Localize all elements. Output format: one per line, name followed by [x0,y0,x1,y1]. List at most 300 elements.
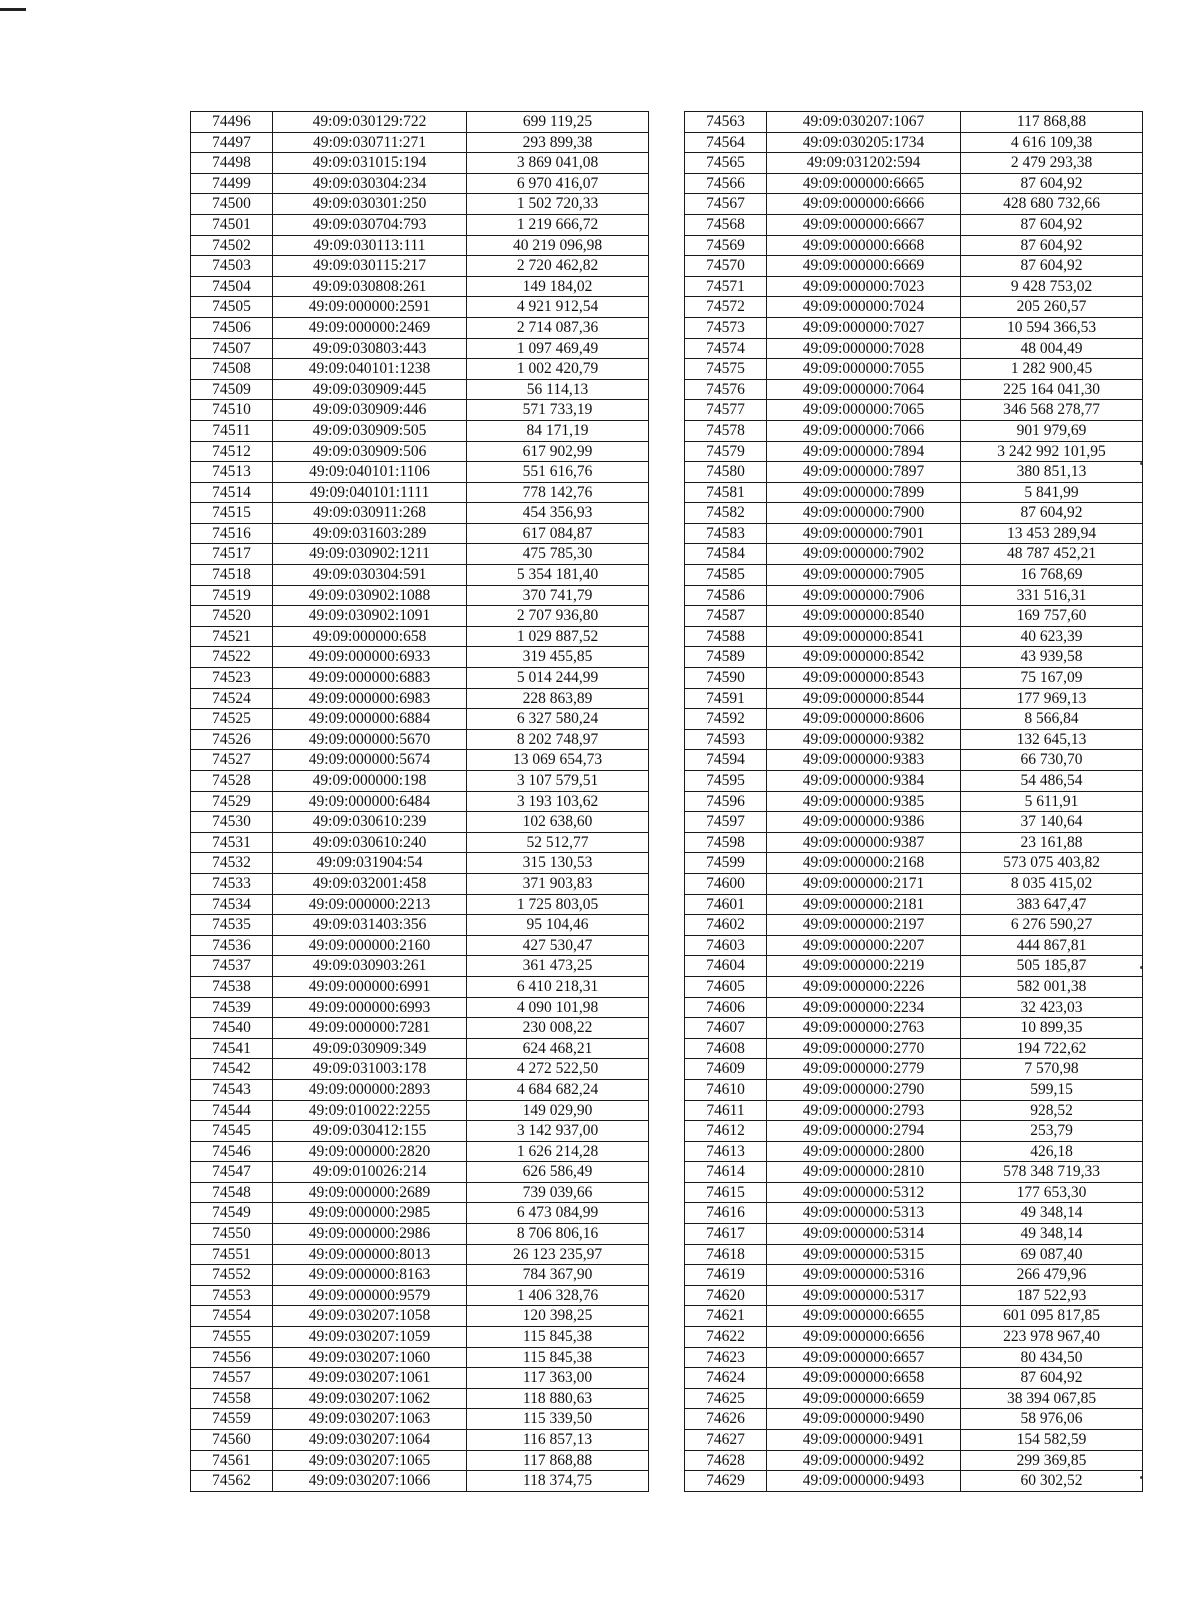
table-row [191,462,649,483]
cadastral-number-cell: 49:09:000000:6933 [273,647,467,668]
table-row [191,606,649,627]
cadastral-number-cell: 49:09:000000:658 [273,626,467,647]
row-number-cell: 74611 [685,1100,767,1121]
cadastral-value-cell: 87 604,92 [961,235,1143,256]
row-number-cell: 74626 [685,1409,767,1430]
cadastral-number-cell: 49:09:000000:6659 [767,1388,961,1409]
table-row [685,1265,1143,1286]
table-row [685,1388,1143,1409]
cadastral-value-cell: 2 720 462,82 [467,256,649,277]
row-number-cell: 74556 [191,1347,273,1368]
table-row [685,214,1143,235]
row-number-cell: 74560 [191,1430,273,1451]
cadastral-number-cell: 49:09:030207:1065 [273,1450,467,1471]
cadastral-number-cell: 49:09:000000:9386 [767,812,961,833]
cadastral-value-cell: 230 008,22 [467,1018,649,1039]
table-row [191,935,649,956]
row-number-cell: 74496 [191,112,273,133]
cadastral-number-cell: 49:09:030711:271 [273,132,467,153]
table-row [191,544,649,565]
row-number-cell: 74568 [685,214,767,235]
row-number-cell: 74528 [191,771,273,792]
row-number-cell: 74547 [191,1162,273,1183]
row-number-cell: 74599 [685,853,767,874]
cadastral-number-cell: 49:09:000000:2985 [273,1203,467,1224]
row-number-cell: 74506 [191,317,273,338]
cadastral-value-cell: 75 167,09 [961,668,1143,689]
row-number-cell: 74541 [191,1038,273,1059]
cadastral-number-cell: 49:09:010026:214 [273,1162,467,1183]
table-row [685,482,1143,503]
cadastral-number-cell: 49:09:000000:2168 [767,853,961,874]
row-number-cell: 74623 [685,1347,767,1368]
table-row [191,565,649,586]
table-row [191,379,649,400]
cadastral-number-cell: 49:09:000000:6665 [767,173,961,194]
cadastral-number-cell: 49:09:000000:5315 [767,1244,961,1265]
cadastral-value-cell: 1 282 900,45 [961,359,1143,380]
table-row [191,668,649,689]
cadastral-value-cell: 571 733,19 [467,400,649,421]
table-row [685,420,1143,441]
cadastral-value-cell: 5 014 244,99 [467,668,649,689]
table-row [685,194,1143,215]
row-number-cell: 74532 [191,853,273,874]
table-row [191,585,649,606]
row-number-cell: 74593 [685,729,767,750]
row-number-cell: 74521 [191,626,273,647]
cadastral-value-cell: 1 626 214,28 [467,1141,649,1162]
cadastral-value-cell: 118 880,63 [467,1388,649,1409]
cadastral-value-cell: 13 453 289,94 [961,523,1143,544]
row-number-cell: 74515 [191,503,273,524]
cadastral-number-cell: 49:09:000000:2207 [767,935,961,956]
cadastral-value-cell: 69 087,40 [961,1244,1143,1265]
table-row [685,1347,1143,1368]
cadastral-number-cell: 49:09:030113:111 [273,235,467,256]
cadastral-value-cell: 624 468,21 [467,1038,649,1059]
table-row [191,709,649,730]
row-number-cell: 74617 [685,1224,767,1245]
cadastral-value-cell: 117 868,88 [961,112,1143,133]
cadastral-number-cell: 49:09:030610:239 [273,812,467,833]
row-number-cell: 74551 [191,1244,273,1265]
table-row [685,647,1143,668]
cadastral-number-cell: 49:09:000000:6656 [767,1327,961,1348]
cadastral-value-cell: 149 029,90 [467,1100,649,1121]
row-number-cell: 74614 [685,1162,767,1183]
row-number-cell: 74555 [191,1327,273,1348]
cadastral-number-cell: 49:09:000000:2986 [273,1224,467,1245]
cadastral-number-cell: 49:09:000000:5314 [767,1224,961,1245]
row-number-cell: 74591 [685,688,767,709]
cadastral-value-cell: 2 707 936,80 [467,606,649,627]
cadastral-value-cell: 7 570,98 [961,1059,1143,1080]
cadastral-number-cell: 49:09:000000:7281 [273,1018,467,1039]
table-row [685,441,1143,462]
row-number-cell: 74596 [685,791,767,812]
cadastral-number-cell: 49:09:000000:2219 [767,956,961,977]
cadastral-value-cell: 52 512,77 [467,832,649,853]
row-number-cell: 74505 [191,297,273,318]
row-number-cell: 74511 [191,420,273,441]
cadastral-number-cell: 49:09:030902:1211 [273,544,467,565]
cadastral-number-cell: 49:09:030412:155 [273,1121,467,1142]
row-number-cell: 74529 [191,791,273,812]
cadastral-value-cell: 9 428 753,02 [961,276,1143,297]
cadastral-value-cell: 601 095 817,85 [961,1306,1143,1327]
row-number-cell: 74615 [685,1182,767,1203]
cadastral-value-cell: 2 714 087,36 [467,317,649,338]
cadastral-value-cell: 8 706 806,16 [467,1224,649,1245]
row-number-cell: 74565 [685,153,767,174]
cadastral-number-cell: 49:09:000000:7899 [767,482,961,503]
cadastral-value-cell: 37 140,64 [961,812,1143,833]
row-number-cell: 74629 [685,1471,767,1492]
row-number-cell: 74533 [191,873,273,894]
table-row [685,317,1143,338]
cadastral-value-cell: 383 647,47 [961,894,1143,915]
cadastral-number-cell: 49:09:030207:1063 [273,1409,467,1430]
table-row [685,400,1143,421]
cadastral-value-cell: 10 594 366,53 [961,317,1143,338]
row-number-cell: 74512 [191,441,273,462]
row-number-cell: 74566 [685,173,767,194]
table-row [191,194,649,215]
row-number-cell: 74619 [685,1265,767,1286]
cadastral-value-cell: 48 004,49 [961,338,1143,359]
row-number-cell: 74601 [685,894,767,915]
cadastral-number-cell: 49:09:000000:7066 [767,420,961,441]
row-number-cell: 74519 [191,585,273,606]
cadastral-number-cell: 49:09:000000:2810 [767,1162,961,1183]
cadastral-value-cell: 87 604,92 [961,173,1143,194]
table-row [685,1059,1143,1080]
table-row [685,709,1143,730]
table-row [685,379,1143,400]
cadastral-value-cell: 427 530,47 [467,935,649,956]
cadastral-number-cell: 49:09:031904:54 [273,853,467,874]
table-row [191,1368,649,1389]
row-number-cell: 74558 [191,1388,273,1409]
row-number-cell: 74500 [191,194,273,215]
cadastral-value-cell: 901 979,69 [961,420,1143,441]
scan-edge-mark [0,8,26,11]
row-number-cell: 74498 [191,153,273,174]
row-number-cell: 74584 [685,544,767,565]
cadastral-number-cell: 49:09:030909:505 [273,420,467,441]
table-row [191,1182,649,1203]
cadastral-number-cell: 49:09:000000:9382 [767,729,961,750]
cadastral-value-cell: 54 486,54 [961,771,1143,792]
cadastral-number-cell: 49:09:000000:6883 [273,668,467,689]
table-row [191,482,649,503]
cadastral-number-cell: 49:09:000000:8541 [767,626,961,647]
row-number-cell: 74520 [191,606,273,627]
table-row [191,1141,649,1162]
cadastral-value-cell: 13 069 654,73 [467,750,649,771]
cadastral-number-cell: 49:09:030207:1058 [273,1306,467,1327]
row-number-cell: 74578 [685,420,767,441]
table-row [685,1182,1143,1203]
row-number-cell: 74561 [191,1450,273,1471]
table-row [191,1079,649,1100]
table-row [685,256,1143,277]
cadastral-value-cell: 1 725 803,05 [467,894,649,915]
row-number-cell: 74582 [685,503,767,524]
cadastral-number-cell: 49:09:000000:7906 [767,585,961,606]
cadastral-number-cell: 49:09:000000:9383 [767,750,961,771]
row-number-cell: 74546 [191,1141,273,1162]
row-number-cell: 74535 [191,915,273,936]
cadastral-value-cell: 80 434,50 [961,1347,1143,1368]
cadastral-number-cell: 49:09:010022:2255 [273,1100,467,1121]
cadastral-number-cell: 49:09:000000:5316 [767,1265,961,1286]
cadastral-value-cell: 5 841,99 [961,482,1143,503]
row-number-cell: 74621 [685,1306,767,1327]
table-row [191,976,649,997]
cadastral-value-cell: 1 002 420,79 [467,359,649,380]
cadastral-number-cell: 49:09:032001:458 [273,873,467,894]
cadastral-number-cell: 49:09:030207:1062 [273,1388,467,1409]
row-number-cell: 74513 [191,462,273,483]
row-number-cell: 74622 [685,1327,767,1348]
table-row [191,1409,649,1430]
cadastral-number-cell: 49:09:030704:793 [273,214,467,235]
cadastral-value-cell: 40 623,39 [961,626,1143,647]
table-row [685,750,1143,771]
cadastral-value-cell: 266 479,96 [961,1265,1143,1286]
row-number-cell: 74571 [685,276,767,297]
cadastral-value-cell: 6 276 590,27 [961,915,1143,936]
cadastral-value-cell: 48 787 452,21 [961,544,1143,565]
table-row [191,832,649,853]
cadastral-number-cell: 49:09:000000:6993 [273,997,467,1018]
cadastral-value-cell: 784 367,90 [467,1265,649,1286]
table-row [685,606,1143,627]
row-number-cell: 74524 [191,688,273,709]
cadastral-number-cell: 49:09:000000:5317 [767,1285,961,1306]
cadastral-number-cell: 49:09:030207:1059 [273,1327,467,1348]
cadastral-value-cell: 116 857,13 [467,1430,649,1451]
table-row [685,832,1143,853]
cadastral-value-cell: 573 075 403,82 [961,853,1143,874]
cadastral-number-cell: 49:09:000000:6884 [273,709,467,730]
cadastral-value-cell: 454 356,93 [467,503,649,524]
row-number-cell: 74587 [685,606,767,627]
cadastral-number-cell: 49:09:000000:7023 [767,276,961,297]
table-row [685,915,1143,936]
cadastral-number-cell: 49:09:000000:9387 [767,832,961,853]
table-row [191,1450,649,1471]
cadastral-value-cell: 8 035 415,02 [961,873,1143,894]
cadastral-number-cell: 49:09:030902:1091 [273,606,467,627]
row-number-cell: 74607 [685,1018,767,1039]
row-number-cell: 74620 [685,1285,767,1306]
row-number-cell: 74543 [191,1079,273,1100]
cadastral-value-cell: 4 272 522,50 [467,1059,649,1080]
table-row [685,297,1143,318]
table-row [685,771,1143,792]
table-row [685,153,1143,174]
table-row [191,873,649,894]
row-number-cell: 74606 [685,997,767,1018]
cadastral-number-cell: 49:09:000000:8543 [767,668,961,689]
cadastral-value-cell: 1 502 720,33 [467,194,649,215]
row-number-cell: 74613 [685,1141,767,1162]
cadastral-number-cell: 49:09:000000:6655 [767,1306,961,1327]
row-number-cell: 74605 [685,976,767,997]
table-row [191,1059,649,1080]
cadastral-number-cell: 49:09:000000:7897 [767,462,961,483]
row-number-cell: 74554 [191,1306,273,1327]
cadastral-number-cell: 49:09:031603:289 [273,523,467,544]
table-row [685,873,1143,894]
cadastral-number-cell: 49:09:000000:7065 [767,400,961,421]
cadastral-value-cell: 551 616,76 [467,462,649,483]
cadastral-number-cell: 49:09:000000:198 [273,771,467,792]
row-number-cell: 74608 [685,1038,767,1059]
cadastral-number-cell: 49:09:000000:2591 [273,297,467,318]
cadastral-number-cell: 49:09:000000:2794 [767,1121,961,1142]
table-row [685,565,1143,586]
table-row [191,400,649,421]
table-row [191,1347,649,1368]
table-row [685,812,1143,833]
left-register-table [190,111,649,1492]
row-number-cell: 74603 [685,935,767,956]
table-row [685,1100,1143,1121]
cadastral-value-cell: 8 202 748,97 [467,729,649,750]
row-number-cell: 74616 [685,1203,767,1224]
cadastral-number-cell: 49:09:000000:2160 [273,935,467,956]
row-number-cell: 74540 [191,1018,273,1039]
cadastral-value-cell: 16 768,69 [961,565,1143,586]
cadastral-value-cell: 154 582,59 [961,1430,1143,1451]
row-number-cell: 74610 [685,1079,767,1100]
cadastral-value-cell: 371 903,83 [467,873,649,894]
table-row [191,1038,649,1059]
table-row [685,1079,1143,1100]
cadastral-value-cell: 475 785,30 [467,544,649,565]
cadastral-value-cell: 346 568 278,77 [961,400,1143,421]
cadastral-value-cell: 4 090 101,98 [467,997,649,1018]
row-number-cell: 74600 [685,873,767,894]
row-number-cell: 74572 [685,297,767,318]
cadastral-number-cell: 49:09:000000:9492 [767,1450,961,1471]
table-row [685,1368,1143,1389]
cadastral-number-cell: 49:09:000000:9385 [767,791,961,812]
cadastral-value-cell: 87 604,92 [961,256,1143,277]
cadastral-number-cell: 49:09:000000:9493 [767,1471,961,1492]
row-number-cell: 74523 [191,668,273,689]
table-row [685,173,1143,194]
table-row [685,1121,1143,1142]
table-row [191,647,649,668]
cadastral-number-cell: 49:09:030207:1060 [273,1347,467,1368]
row-number-cell: 74628 [685,1450,767,1471]
table-row [191,997,649,1018]
cadastral-value-cell: 361 473,25 [467,956,649,977]
table-row [191,750,649,771]
cadastral-number-cell: 49:09:000000:7027 [767,317,961,338]
cadastral-number-cell: 49:09:000000:2181 [767,894,961,915]
table-row [191,1388,649,1409]
table-row [685,544,1143,565]
table-row [685,1471,1143,1492]
row-number-cell: 74526 [191,729,273,750]
row-number-cell: 74504 [191,276,273,297]
table-row [191,1121,649,1142]
cadastral-number-cell: 49:09:000000:6657 [767,1347,961,1368]
cadastral-value-cell: 205 260,57 [961,297,1143,318]
table-row [191,112,649,133]
cadastral-value-cell: 177 653,30 [961,1182,1143,1203]
cadastral-value-cell: 66 730,70 [961,750,1143,771]
table-row [191,317,649,338]
cadastral-value-cell: 578 348 719,33 [961,1162,1143,1183]
row-number-cell: 74598 [685,832,767,853]
cadastral-number-cell: 49:09:000000:7905 [767,565,961,586]
table-row [191,688,649,709]
cadastral-number-cell: 49:09:030207:1067 [767,112,961,133]
cadastral-value-cell: 617 084,87 [467,523,649,544]
table-row [191,1162,649,1183]
row-number-cell: 74518 [191,565,273,586]
table-row [191,1224,649,1245]
row-number-cell: 74589 [685,647,767,668]
cadastral-number-cell: 49:09:030909:506 [273,441,467,462]
row-number-cell: 74588 [685,626,767,647]
row-number-cell: 74542 [191,1059,273,1080]
cadastral-value-cell: 43 939,58 [961,647,1143,668]
row-number-cell: 74525 [191,709,273,730]
table-row [191,503,649,524]
cadastral-number-cell: 49:09:030808:261 [273,276,467,297]
cadastral-number-cell: 49:09:030909:445 [273,379,467,400]
table-row [191,338,649,359]
row-number-cell: 74576 [685,379,767,400]
row-number-cell: 74552 [191,1265,273,1286]
right-table-body [685,112,1143,1492]
row-number-cell: 74574 [685,338,767,359]
cadastral-number-cell: 49:09:000000:6991 [273,976,467,997]
cadastral-value-cell: 40 219 096,98 [467,235,649,256]
row-number-cell: 74516 [191,523,273,544]
table-row [191,441,649,462]
cadastral-value-cell: 1 097 469,49 [467,338,649,359]
cadastral-number-cell: 49:09:030207:1064 [273,1430,467,1451]
cadastral-number-cell: 49:09:031015:194 [273,153,467,174]
row-number-cell: 74553 [191,1285,273,1306]
table-row [685,1430,1143,1451]
table-row [191,1306,649,1327]
row-number-cell: 74530 [191,812,273,833]
table-row [685,585,1143,606]
table-row [191,791,649,812]
cadastral-value-cell: 505 185,87 [961,956,1143,977]
cadastral-value-cell: 426,18 [961,1141,1143,1162]
cadastral-value-cell: 10 899,35 [961,1018,1143,1039]
cadastral-value-cell: 115 845,38 [467,1327,649,1348]
cadastral-value-cell: 253,79 [961,1121,1143,1142]
cadastral-number-cell: 49:09:000000:8013 [273,1244,467,1265]
table-row [685,997,1143,1018]
cadastral-value-cell: 739 039,66 [467,1182,649,1203]
cadastral-value-cell: 928,52 [961,1100,1143,1121]
row-number-cell: 74590 [685,668,767,689]
table-row [685,462,1143,483]
